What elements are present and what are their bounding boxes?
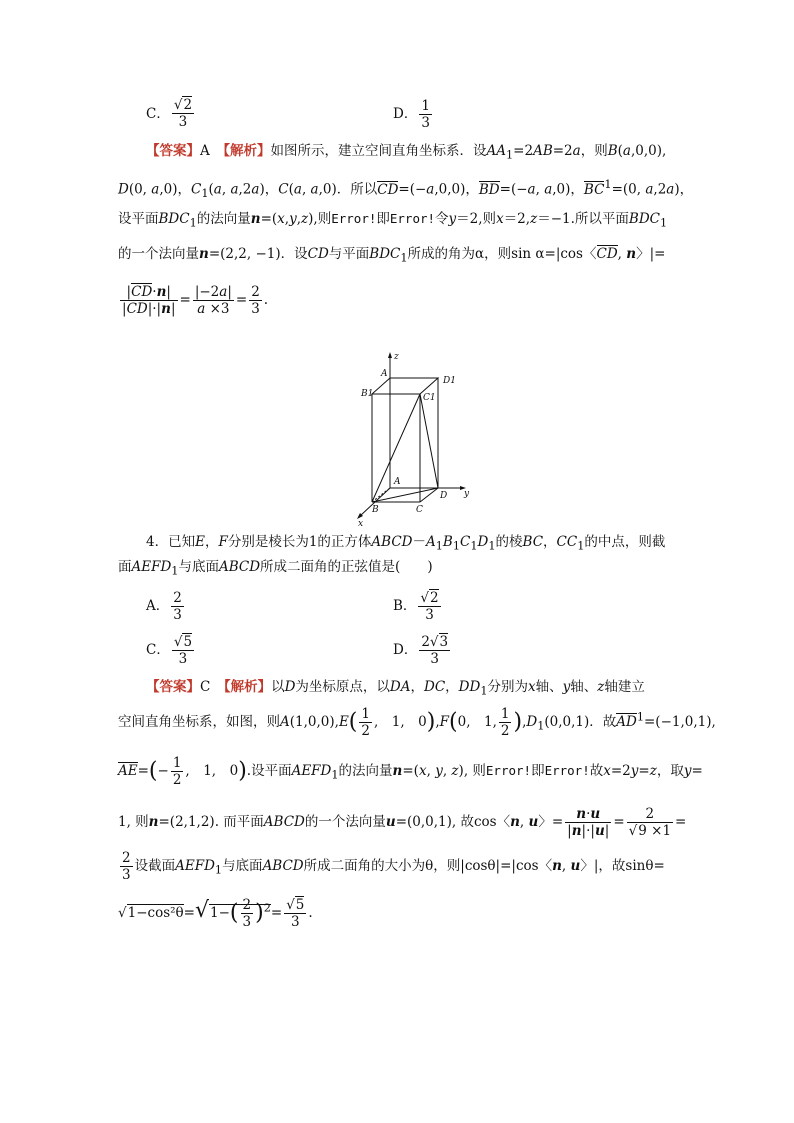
q4-analysis-line-2: 空间直角坐标系，如图，则A(1,0,0),E( $\frac{1}{2}$ , 1, 0),F(0, 1, $\frac{1}{2}$ )$,D_1(0,0,1)$．故$AD^1=(-1,0,1)$, [118,706,716,739]
top-face [372,378,438,394]
label-x: x [358,519,364,528]
label-b1: B1 [361,389,374,399]
label-a-top: A [381,369,388,379]
q3-analysis-line-3: 设平面$BDC_1$的法向量n=(x,y,z),则Error!即Error!令y＝2,则x＝2,z＝−1.所以平面$BDC_1$ [118,211,668,230]
label-b: B [372,505,379,515]
q4-option-d: D． $\frac{2√3}{3}$ [393,634,449,667]
q3-option-d: D． $\frac{1}{3}$ [393,98,430,131]
q4-analysis-line-4: 1, 则n=(2,1,2). 而平面ABCD的一个法向量u=(0,0,1), 故cos〈n, u〉= $\frac{n\cdot u}{|n|\cdot|u|}$ = $\frac{2}{√9 \times 1}$ = [118,806,687,839]
q3-option-c: C． $\frac{√2}{3}$ [146,97,193,130]
q3-analysis-line-4: 的一个法向量n=(2,2, −1)．设CD与平面$BDC_1$所成的角为α，则sin α=|cos〈CD, n〉|= [118,246,666,265]
label-a-origin: A [394,477,401,487]
q4-option-a: A． $\frac{2}{3}$ [146,590,182,623]
q3-answer: A [200,143,210,159]
label-d: D [440,491,448,501]
q4-answer: C [200,679,211,695]
q4-stem-line-2: 面$AEFD_1$与底面ABCD所成二面角的正弦值是( ) [118,559,433,578]
q4-answer-tag: 【答案】 [146,679,200,695]
q3-analysis-line-5: $\frac{|CD\cdot n|}{|CD|\cdot|n|}$ = $\frac{|-2a|}{a \times 3}$ = $\frac{2}{3}$ . [122,284,269,317]
q4-answer-line-1: 【答案】C 【解析】以D为坐标原点，以DA，DC，$DD_1$分别为x轴、y轴、z轴建立 [146,679,645,698]
q4-stem-line-1: 4．已知E，F分别是棱长为1的正方体$ABCD-A_1B_1C_1D_1$的棱BC，$CC_1$的中点，则截 [146,534,666,553]
q4-analysis-tag: 【解析】 [223,679,272,695]
diagonal-c1d [420,394,438,488]
q3-analysis-line-2: D(0, a,0)，$C_1(a$, a,2a)，C(a, a,0)．所以CD=(−a,0,0)，BD=(−a, a,0)，$BC^1=(0$, a,2a)， [118,178,694,201]
q4-analysis-line-6: √1−cos²θ=√1−( $\frac{2}{3}$ )$^2$= $\frac{√5}{3}$ . [118,897,313,930]
q3-answer-tag: 【答案】 [146,143,200,159]
label-d1: D1 [443,376,456,386]
q4-option-b: B． $\frac{√2}{3}$ [393,590,439,623]
q4-analysis-line-5: $\frac{2}{3}$ 设截面$AEFD_1$与底面ABCD所成二面角的大小为θ，则|cosθ|=|cos〈n, u〉|，故sinθ= [122,850,665,883]
label-c: C [416,505,423,515]
q4-analysis-line-3: AE=(− $\frac{1}{2}$ , 1, 0).设平面$AEFD_1$的法向量n=(x, y, z), 则Error!即Error!故x=2y=z，取y= [118,755,703,788]
label-c1: C1 [423,393,436,403]
label-z: z [394,352,399,362]
cuboid-figure [350,350,480,528]
q4-option-c: C． $\frac{√5}{3}$ [146,634,193,667]
q3-answer-line-1: 【答案】A 【解析】如图所示，建立空间直角坐标系．设$AA_1=2AB=2a$，则B(a,0,0), [146,143,667,162]
label-y: y [464,489,470,499]
q3-analysis-tag: 【解析】 [223,143,271,159]
